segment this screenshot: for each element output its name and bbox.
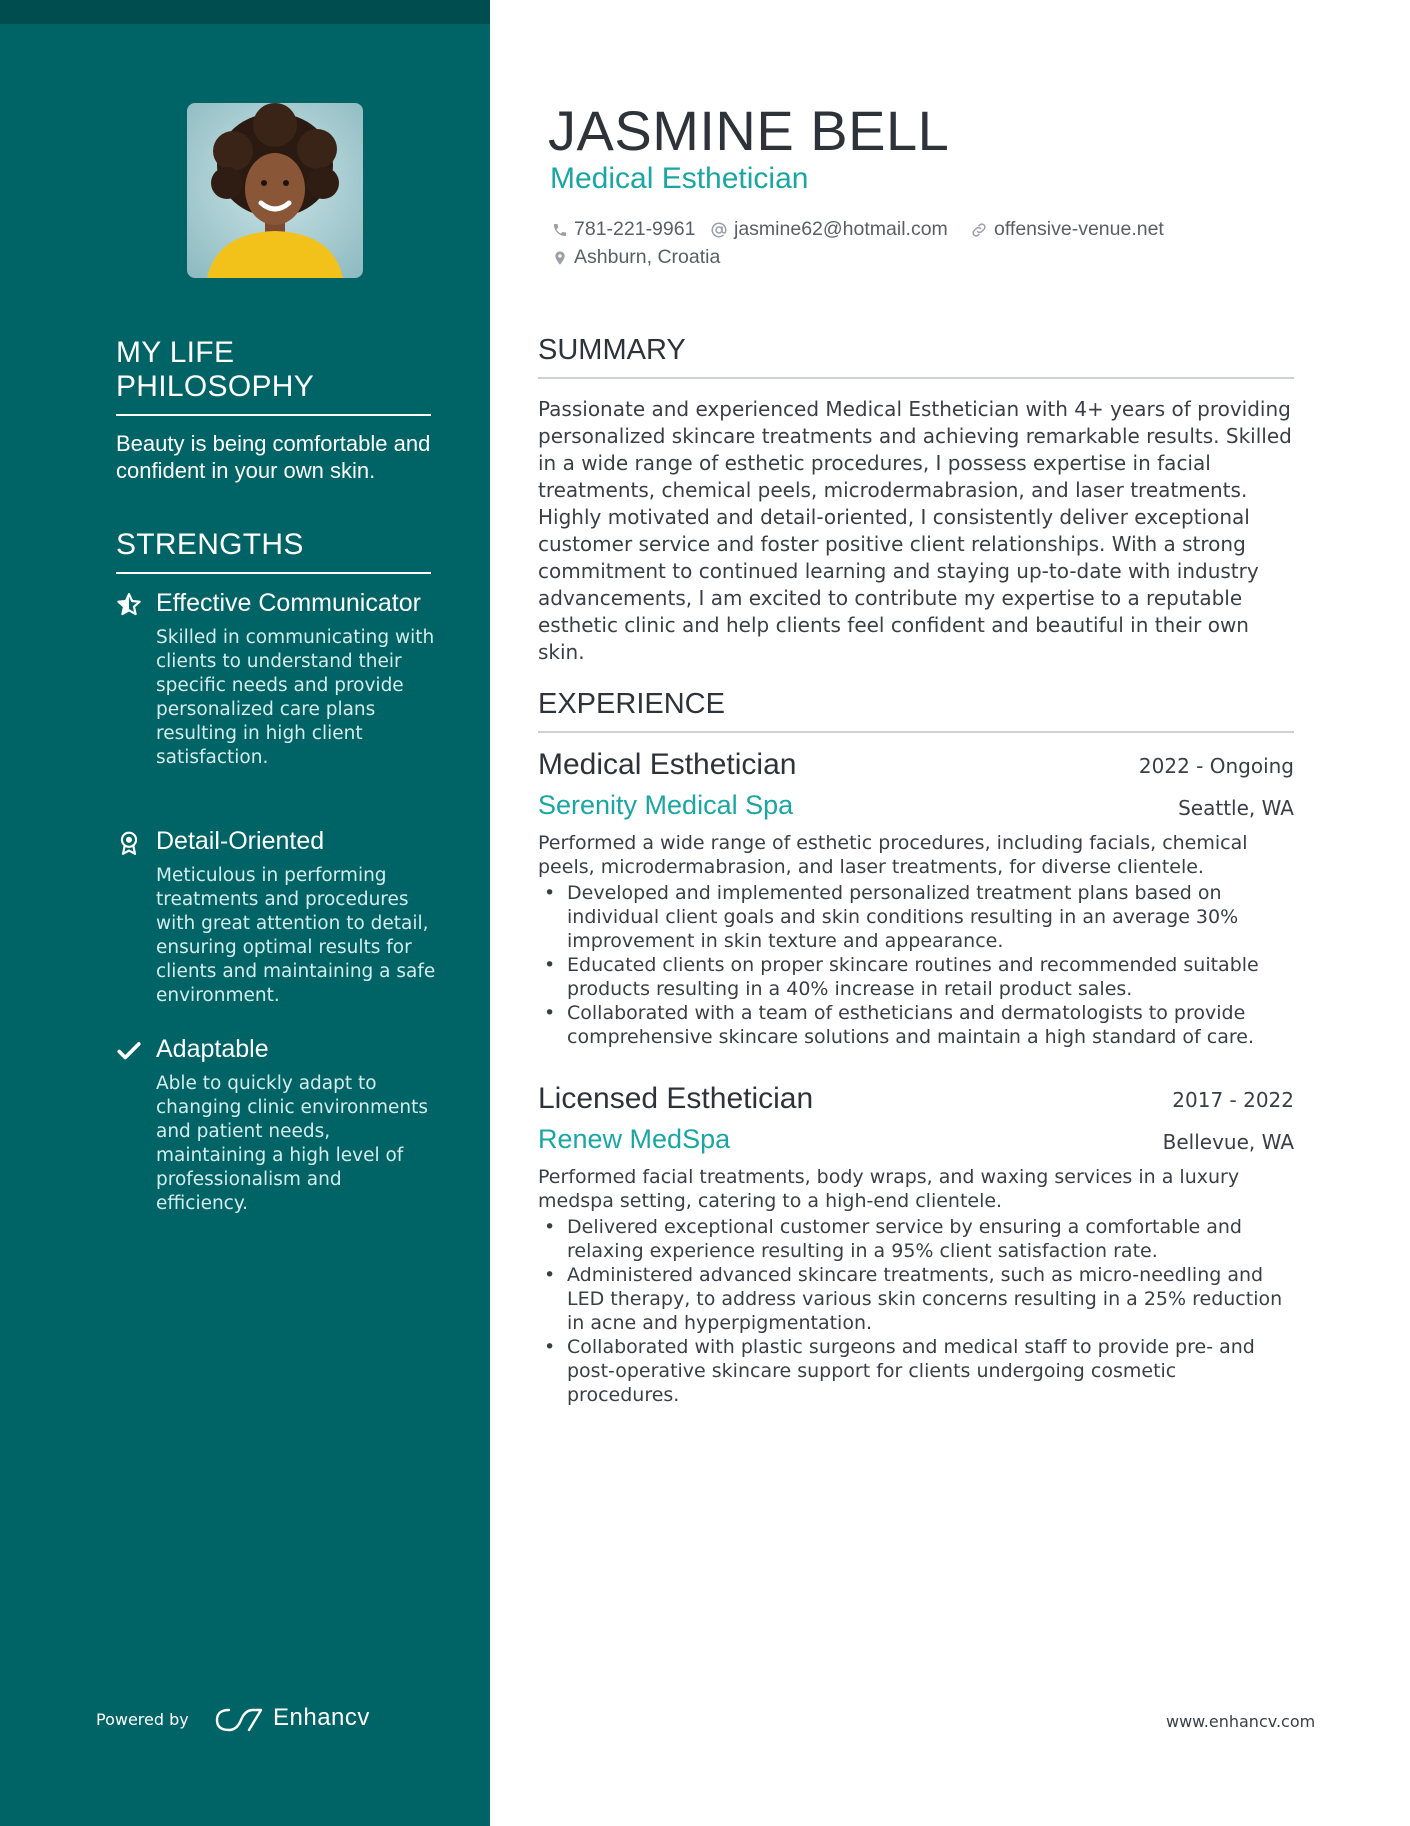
strength-description: Meticulous in performing treatments and procedures with great attention to detail, ensuring optimal results for clients and maintaining a safe environment. (156, 865, 436, 1006)
job-role: Licensed Esthetician (538, 1082, 814, 1115)
achievement-item: • Developed and implemented personalized treatment plans based on individual client goals and skin conditions resulting in an average 30% improvement in skin texture and appearance. (538, 881, 1294, 953)
enhancv-logo-icon (215, 1706, 263, 1734)
philosophy-section (116, 336, 431, 484)
summary-heading: SUMMARY (538, 334, 1294, 379)
job-dates: 2022 - Ongoing (1138, 754, 1294, 778)
job-company: Renew MedSpa (538, 1124, 731, 1154)
sidebar-top-bar (0, 0, 490, 24)
job-location: Bellevue, WA (1162, 1130, 1294, 1154)
strength-item (116, 826, 436, 1008)
award-ribbon-icon (116, 830, 142, 856)
job-achievements (538, 1215, 1294, 1407)
contact-website[interactable] (970, 218, 1164, 241)
email-text: jasmine62@hotmail.com (734, 218, 948, 240)
job-achievements (538, 881, 1294, 1049)
philosophy-heading: MY LIFE PHILOSOPHY (116, 336, 431, 416)
strength-title: Detail-Oriented (156, 827, 325, 855)
link-icon (970, 221, 988, 239)
enhancv-brand-name: Enhancv (273, 1704, 370, 1731)
contact-email[interactable] (710, 218, 948, 241)
checkmark-icon (116, 1038, 142, 1064)
star-half-icon (116, 592, 142, 618)
strength-title: Effective Communicator (156, 589, 421, 617)
achievement-item: • Administered advanced skincare treatments, such as micro-needling and LED therapy, to address various skin concerns resulting in a 25% reduction in acne and hyperpigmentation. (538, 1263, 1294, 1335)
location-pin-icon (552, 249, 568, 267)
at-sign-icon (710, 221, 728, 239)
footer-url[interactable]: www.enhancv.com (1166, 1712, 1316, 1731)
job-location: Seattle, WA (1178, 796, 1294, 820)
achievement-item: • Delivered exceptional customer service by ensuring a comfortable and relaxing experience resulting in a 95% client satisfaction rate. (538, 1215, 1294, 1263)
strength-item (116, 1034, 436, 1216)
experience-heading: EXPERIENCE (538, 688, 1294, 733)
contact-location (552, 246, 720, 269)
candidate-title: Medical Esthetician (550, 162, 809, 195)
strength-description: Skilled in communicating with clients to understand their specific needs and provide personalized care plans resulting in high client satisfaction. (156, 627, 435, 768)
candidate-name: JASMINE BELL (548, 99, 950, 162)
contact-phone (552, 218, 695, 241)
profile-photo (187, 103, 363, 278)
location-text: Ashburn, Croatia (574, 246, 721, 268)
job-role: Medical Esthetician (538, 748, 797, 781)
experience-entry (538, 1082, 1294, 1407)
strength-title: Adaptable (156, 1035, 269, 1063)
job-dates: 2017 - 2022 (1172, 1088, 1294, 1112)
strengths-section (116, 528, 431, 574)
phone-text: 781-221-9961 (574, 218, 696, 240)
powered-by-label: Powered by (96, 1710, 189, 1729)
achievement-item: • Collaborated with a team of estheticians and dermatologists to provide comprehensive skincare solutions and maintain a high standard of care. (538, 1001, 1294, 1049)
summary-text: Passionate and experienced Medical Esthetician with 4+ years of providing personalized skincare treatments and achieving remarkable results. Skilled in a wide range of esthetic procedures, I possess expertise in facial treatments, chemical peels, microdermabrasion, and laser treatments. Highly motivated and detail-oriented, I consistently deliver exceptional customer service and foster positive client relationships. With a strong commitment to continued learning and staying up-to-date with industry advancements, I am excited to contribute my expertise to a reputable esthetic clinic and help clients feel confident and beautiful in their own skin. (538, 397, 1292, 664)
strength-description: Able to quickly adapt to changing clinic environments and patient needs, maintaining a high level of professionalism and efficiency. (156, 1073, 429, 1214)
philosophy-text: Beauty is being comfortable and confident in your own skin. (116, 431, 431, 483)
sidebar (0, 0, 490, 1826)
phone-icon (552, 222, 568, 238)
job-company: Serenity Medical Spa (538, 790, 794, 820)
job-description: Performed a wide range of esthetic procedures, including facials, chemical peels, microdermabrasion, and laser treatments, for diverse clientele. (538, 832, 1248, 878)
job-description: Performed facial treatments, body wraps, and waxing services in a luxury medspa setting, catering to a high-end clientele. (538, 1166, 1240, 1212)
achievement-item: • Collaborated with plastic surgeons and medical staff to provide pre- and post-operative skincare support for clients undergoing cosmetic procedures. (538, 1335, 1294, 1407)
website-text: offensive-venue.net (994, 218, 1164, 240)
strengths-heading: STRENGTHS (116, 528, 431, 574)
strength-item (116, 588, 436, 770)
experience-entry (538, 748, 1294, 1049)
achievement-item: • Educated clients on proper skincare routines and recommended suitable products resulting in a 40% increase in retail product sales. (538, 953, 1294, 1001)
